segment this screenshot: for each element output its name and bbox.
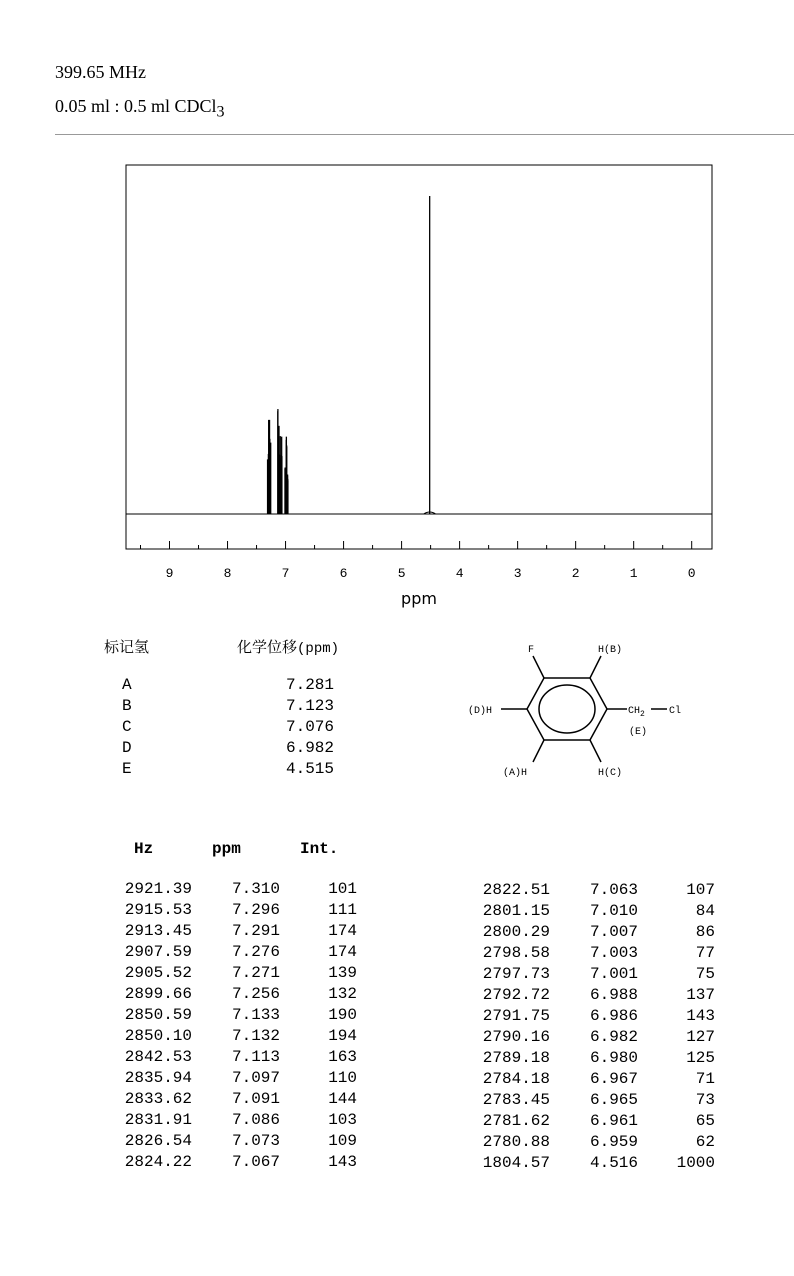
- peak-intensity: 143: [328, 1153, 357, 1171]
- bond-hc: [590, 740, 601, 762]
- x-tick-label: 1: [629, 566, 638, 581]
- peak-ppm: 7.073: [231, 1132, 280, 1150]
- peak-row: [470, 1007, 720, 1028]
- fluorine-label: F: [528, 645, 535, 656]
- peak-ppm: 7.007: [589, 923, 638, 941]
- chemical-shift-value: 7.123: [285, 697, 334, 715]
- peak-row: [470, 965, 720, 986]
- peak-intensity: 75: [695, 965, 715, 983]
- peak-row: [112, 1006, 362, 1027]
- bond-hb: [590, 656, 601, 678]
- chemical-shift-value: 4.515: [285, 760, 334, 778]
- peak-hz: 2905.52: [124, 964, 192, 982]
- peak-hz: 2850.10: [124, 1027, 192, 1045]
- bond-ha: [533, 740, 544, 762]
- peak-row: [112, 943, 362, 964]
- proton-label: D: [122, 739, 132, 757]
- ch2-label: [628, 706, 645, 719]
- peak-intensity: 174: [328, 922, 357, 940]
- peak-ppm: 7.133: [231, 1006, 280, 1024]
- peak-intensity: 132: [328, 985, 357, 1003]
- peak-ppm: 7.271: [231, 964, 280, 982]
- x-tick-label: 7: [281, 566, 290, 581]
- peak-hz: 2781.62: [482, 1112, 550, 1130]
- peak-row: [112, 1153, 362, 1174]
- peak-ppm: 6.980: [589, 1049, 638, 1067]
- chemical-shift-value: 7.281: [285, 676, 334, 694]
- peak-ppm: 7.310: [231, 880, 280, 898]
- shift-header-unit: (ppm): [297, 641, 340, 657]
- ch2-subscript: 2: [640, 710, 645, 719]
- x-tick-label: 4: [455, 566, 464, 581]
- peak-hz: 2899.66: [124, 985, 192, 1003]
- peak-intensity: 65: [695, 1112, 715, 1130]
- peak-intensity: 103: [328, 1111, 357, 1129]
- peak-row: [470, 1091, 720, 1112]
- hc-label: H(C): [598, 768, 623, 779]
- peak-row: [470, 986, 720, 1007]
- peak-hz: 2798.58: [482, 944, 550, 962]
- peak-row: [112, 880, 362, 901]
- peak-row: [470, 944, 720, 965]
- solvent-subscript: 3: [216, 103, 225, 121]
- proton-label: E: [122, 760, 132, 778]
- peak-hz: 1804.57: [482, 1154, 550, 1172]
- peak-row: [470, 1133, 720, 1154]
- peak-intensity: 163: [328, 1048, 357, 1066]
- peak-intensity: 111: [328, 901, 357, 919]
- x-tick-label: 8: [223, 566, 232, 581]
- peak-ppm: 7.276: [231, 943, 280, 961]
- peak-intensity: 1000: [676, 1154, 715, 1172]
- peak-ppm: 7.296: [231, 901, 280, 919]
- peak-header-ppm: ppm: [212, 840, 241, 858]
- peak-row: [470, 902, 720, 923]
- hb-label: H(B): [598, 645, 623, 656]
- peak-row: [112, 1027, 362, 1048]
- peak-hz: 2784.18: [482, 1070, 550, 1088]
- peak-row: [470, 1028, 720, 1049]
- peak-hz: 2842.53: [124, 1048, 192, 1066]
- peak-hz: 2797.73: [482, 965, 550, 983]
- peak-intensity: 84: [695, 902, 715, 920]
- peak-header-int: Int.: [300, 840, 339, 858]
- chemical-shift-value: 7.076: [285, 718, 334, 736]
- x-tick-label: 2: [571, 566, 580, 581]
- x-tick-label: 6: [339, 566, 348, 581]
- peak-hz: 2822.51: [482, 881, 550, 899]
- peak-ppm: 6.988: [589, 986, 638, 1004]
- peak-intensity: 127: [686, 1028, 715, 1046]
- peak-ppm: 7.291: [231, 922, 280, 940]
- peak-hz: 2790.16: [482, 1028, 550, 1046]
- peak-row: [112, 1048, 362, 1069]
- peak-hz: 2913.45: [124, 922, 192, 940]
- solvent-text: 0.05 ml : 0.5 ml CDCl: [55, 96, 217, 116]
- peak-intensity: 144: [328, 1090, 357, 1108]
- peak-row: [112, 1132, 362, 1153]
- peak-ppm: 4.516: [589, 1154, 638, 1172]
- peak-intensity: 77: [695, 944, 715, 962]
- peak-intensity: 125: [686, 1049, 715, 1067]
- peak-row: [470, 923, 720, 944]
- peak-ppm: 7.067: [231, 1153, 280, 1171]
- chemical-shift-value: 6.982: [285, 739, 334, 757]
- peak-ppm: 7.132: [231, 1027, 280, 1045]
- peak-hz: 2835.94: [124, 1069, 192, 1087]
- x-tick-label: 3: [513, 566, 522, 581]
- peak-row: [112, 1090, 362, 1111]
- hd-label: (D)H: [468, 706, 493, 717]
- peak-row: [470, 1049, 720, 1070]
- peak-hz: 2780.88: [482, 1133, 550, 1151]
- peak-hz: 2921.39: [124, 880, 192, 898]
- peak-ppm: 7.001: [589, 965, 638, 983]
- peak-intensity: 143: [686, 1007, 715, 1025]
- peak-intensity: 139: [328, 964, 357, 982]
- peak-row: [470, 1112, 720, 1133]
- peak-row: [470, 1070, 720, 1091]
- x-tick-label: 5: [397, 566, 406, 581]
- peak-intensity: 174: [328, 943, 357, 961]
- peak-hz: 2826.54: [124, 1132, 192, 1150]
- aromatic-circle: [539, 685, 595, 733]
- proton-label: A: [122, 676, 132, 694]
- peak-hz: 2850.59: [124, 1006, 192, 1024]
- peak-intensity: 190: [328, 1006, 357, 1024]
- x-tick-label: 9: [165, 566, 174, 581]
- peak-intensity: 137: [686, 986, 715, 1004]
- peak-intensity: 110: [328, 1069, 357, 1087]
- peak-ppm: 7.113: [231, 1048, 280, 1066]
- e-label: (E): [629, 727, 648, 738]
- peak-row: [112, 964, 362, 985]
- peak-row: [112, 922, 362, 943]
- peak-intensity: 101: [328, 880, 357, 898]
- peak-ppm: 6.965: [589, 1091, 638, 1109]
- peak-row: [470, 881, 720, 902]
- bond-f: [533, 656, 544, 678]
- peak-ppm: 7.086: [231, 1111, 280, 1129]
- peak-row: [112, 985, 362, 1006]
- peak-row: [470, 1154, 720, 1175]
- x-tick-label: 0: [687, 566, 696, 581]
- peak-row: [112, 1111, 362, 1132]
- peak-ppm: 6.986: [589, 1007, 638, 1025]
- peak-hz: 2792.72: [482, 986, 550, 1004]
- peak-ppm: 7.097: [231, 1069, 280, 1087]
- x-axis-label: ppm: [401, 589, 437, 608]
- peak-ppm: 6.961: [589, 1112, 638, 1130]
- peak-ppm: 6.967: [589, 1070, 638, 1088]
- peak-hz: 2789.18: [482, 1049, 550, 1067]
- peak-ppm: 7.091: [231, 1090, 280, 1108]
- peak-ppm: 7.063: [589, 881, 638, 899]
- peak-hz: 2907.59: [124, 943, 192, 961]
- chlorine-label: Cl: [669, 706, 682, 717]
- peak-hz: 2791.75: [482, 1007, 550, 1025]
- ha-label: (A)H: [503, 768, 528, 779]
- proton-label: C: [122, 718, 132, 736]
- peak-ppm: 7.256: [231, 985, 280, 1003]
- peak-intensity: 62: [695, 1133, 715, 1151]
- spectrometer-frequency: 399.65 MHz: [55, 62, 146, 82]
- peak-intensity: 109: [328, 1132, 357, 1150]
- peak-ppm: 6.959: [589, 1133, 638, 1151]
- peak-hz: 2915.53: [124, 901, 192, 919]
- peak-hz: 2824.22: [124, 1153, 192, 1171]
- shift-header-text: 化学位移: [237, 638, 298, 656]
- peak-row: [112, 901, 362, 922]
- peak-hz: 2831.91: [124, 1111, 192, 1129]
- ch2-text: CH: [628, 706, 641, 717]
- peak-intensity: 73: [695, 1091, 715, 1109]
- peak-ppm: 7.010: [589, 902, 638, 920]
- peak-intensity: 86: [695, 923, 715, 941]
- peak-ppm: 7.003: [589, 944, 638, 962]
- peak-intensity: 71: [695, 1070, 715, 1088]
- peak-hz: 2833.62: [124, 1090, 192, 1108]
- proton-label: B: [122, 697, 132, 715]
- peak-header-hz: Hz: [134, 840, 154, 858]
- assignment-header-label: 标记氢: [104, 638, 150, 656]
- peak-ppm: 6.982: [589, 1028, 638, 1046]
- peak-hz: 2783.45: [482, 1091, 550, 1109]
- peak-row: [112, 1069, 362, 1090]
- peak-intensity: 107: [686, 881, 715, 899]
- peak-intensity: 194: [328, 1027, 357, 1045]
- peak-hz: 2801.15: [482, 902, 550, 920]
- peak-hz: 2800.29: [482, 923, 550, 941]
